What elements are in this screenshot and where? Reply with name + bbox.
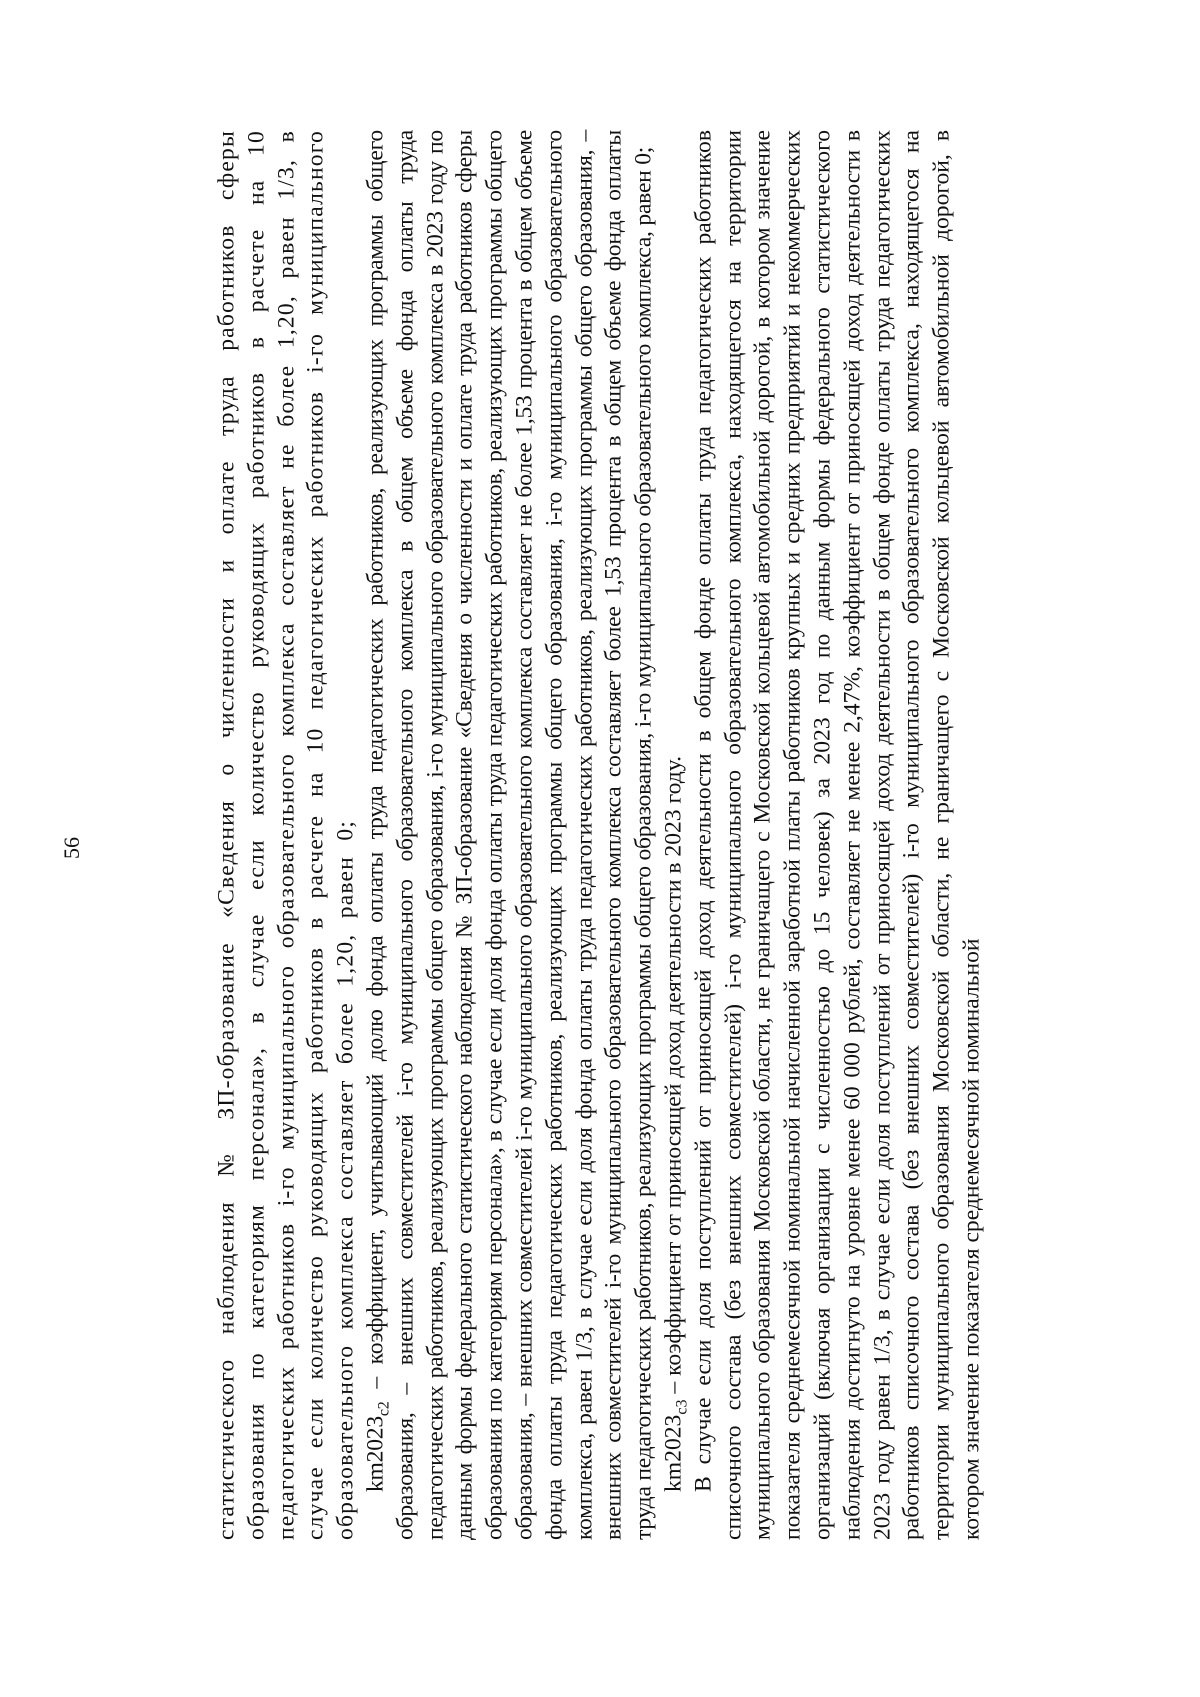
- paragraph-continuation: статистического наблюдения № ЗП-образование «Сведения о численности и оплате труда работников сферы образования по категориям персонала», в случае если количество руководящих работников в расчете на 10 педагогических работников i-го муниципального образовательного комплекса составляет не более 1,20, равен 1/3, в случае если количество руководящих работников в расчете на 10 педагогических работников i-го муниципального образовательного комплекса составляет более 1,20, равен 0;: [213, 130, 359, 1540]
- paragraph-text: – коэффициент, учитывающий долю фонда оплаты труда педагогических работников, реализующих программы общего образования, – внешних совместителей i-го муниципального образовательного комплекса в общем объеме фонда оплаты труда педагогических работников, реализующих программы общего образования, i-го муниципального образовательного комплекса в 2023 году по данным формы федерального статистического наблюдения № ЗП-образование «Сведения о численности и оплате труда работников сферы образования по категориям персонала», в случае если доля фонда оплаты труда педагогических работников, реализующих программы общего образования, – внешних совместителей i-го муниципального образовательного комплекса составляет не более 1,53 процента в общем объеме фонда оплаты труда педагогических работников, реализующих программы общего образования, i-го муниципального образовательного комплекса, равен 1/3, в случае если доля фонда оплаты труда педагогических работников, реализующих программы общего образования, – внешних совместителей i-го муниципального образовательного комплекса составляет более 1,53 процента в общем объеме фонда оплаты труда педагогических работников, реализующих программы общего образования, i-го муниципального образовательного комплекса, равен 0;: [362, 130, 657, 1540]
- paragraph-km2023-c2: [362, 130, 660, 1540]
- coefficient-symbol: km2023: [660, 1414, 687, 1492]
- paragraph-km2023-c3: [660, 130, 690, 1540]
- coefficient-subscript: c2: [375, 1401, 393, 1417]
- coefficient-symbol: km2023: [362, 1416, 389, 1492]
- page-number: 56: [59, 837, 84, 859]
- paragraph-text: – коэффициент от приносящей доход деятельности в 2023 году.: [660, 755, 687, 1400]
- coefficient-subscript: c3: [673, 1399, 691, 1415]
- paragraph-income-share: В случае если доля поступлений от приносящей доход деятельности в общем фонде оплаты труда педагогических работников списочного состава (без внешних совместителей) i-го муниципального образовательного комплекса, находящегося на территории муниципального образования Московской области, не граничащего с Московской кольцевой автомобильной дорогой, в котором значение показателя среднемесячной номинальной начисленной заработной платы работников крупных и средних предприятий и некоммерческих организаций (включая организации с численностью до 15 человек) за 2023 год по данным формы федерального статистического наблюдения достигнуто на уровне менее 60 000 рублей, составляет не менее 2,47%, коэффициент от приносящей доход деятельности в 2023 году равен 1/3, в случае если доля поступлений от приносящей доход деятельности в общем фонде оплаты труда педагогических работников списочного состава (без внешних совместителей) i-го муниципального образовательного комплекса, находящегося на территории муниципального образования Московской области, не граничащего с Московской кольцевой автомобильной дорогой, в котором значение показателя среднемесячной номинальной: [690, 130, 985, 1540]
- document-body: [213, 130, 988, 1540]
